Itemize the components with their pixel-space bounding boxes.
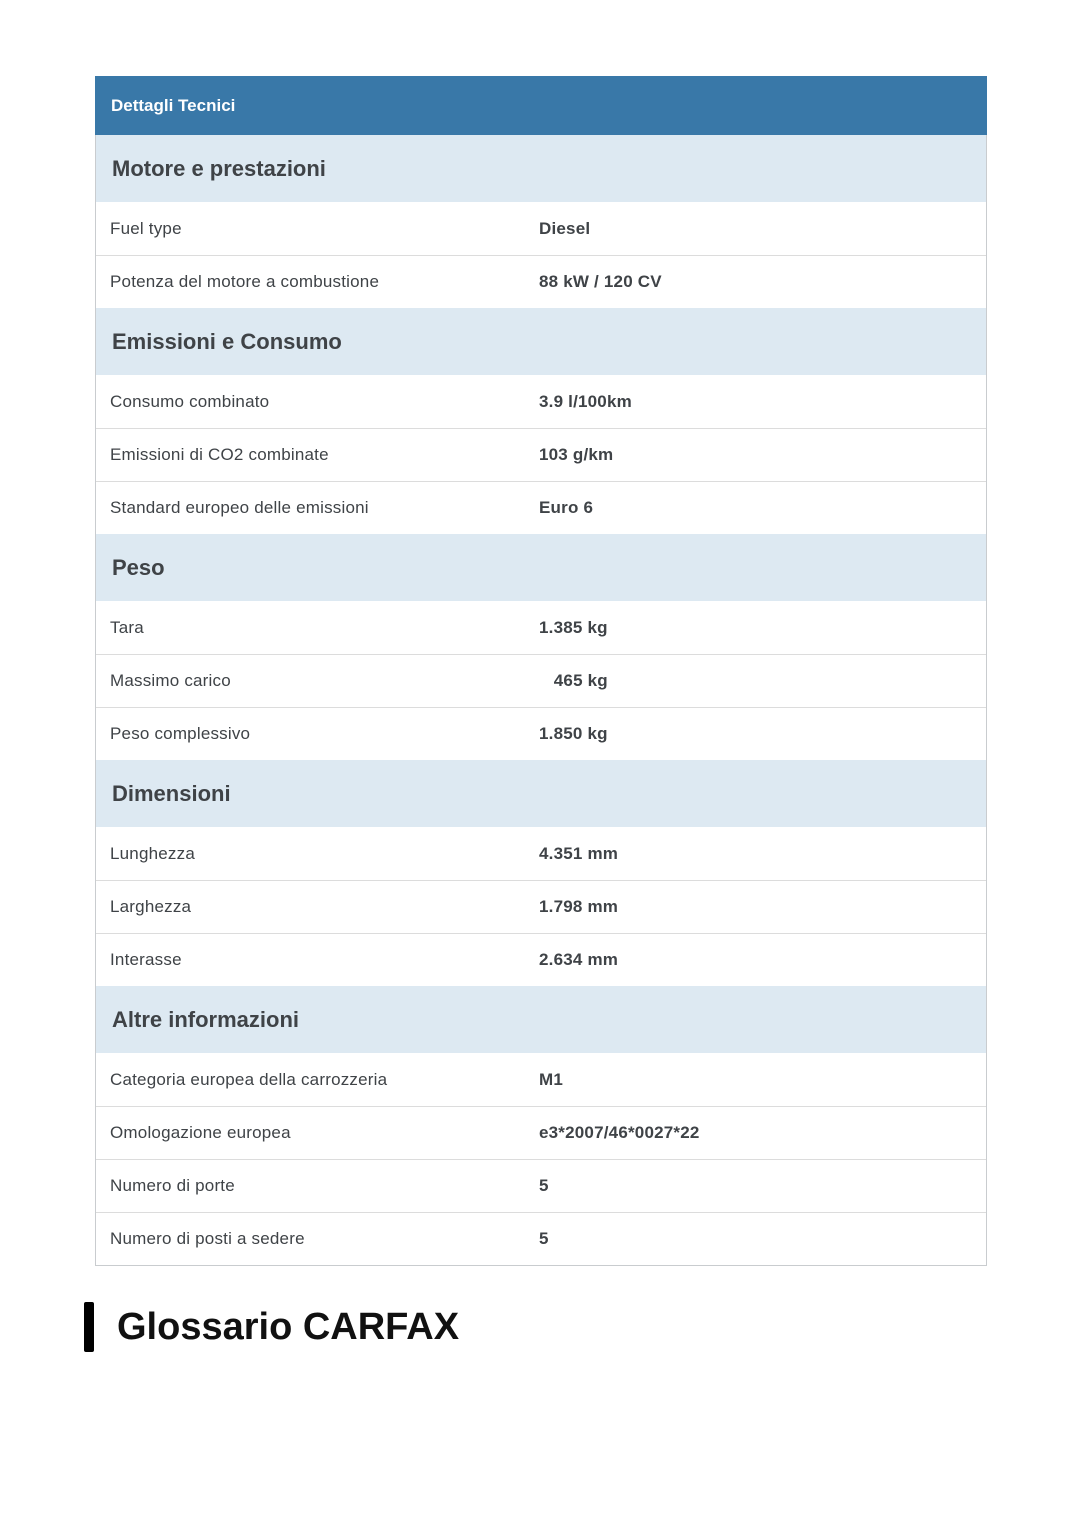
row-label: Lunghezza — [110, 843, 195, 863]
row-label: Larghezza — [110, 897, 192, 916]
row-value: 465 kg — [539, 671, 608, 690]
row-value: 1.385 kg — [539, 617, 608, 637]
section-header-other-info: Altre informazioni — [96, 986, 986, 1053]
table-row — [96, 654, 986, 707]
row-value: Diesel — [539, 218, 591, 238]
table-row — [96, 933, 986, 986]
row-value: 1.798 mm — [539, 897, 619, 916]
table-row — [96, 880, 986, 933]
row-value: M1 — [539, 1069, 564, 1089]
heading-accent-bar — [84, 1302, 94, 1352]
table-row — [96, 1053, 986, 1106]
row-value: 2.634 mm — [539, 950, 619, 969]
table-row — [96, 481, 986, 534]
table-header: Dettagli Tecnici — [95, 76, 987, 135]
row-value: 5 — [539, 1176, 549, 1195]
row-label: Fuel type — [110, 218, 182, 238]
row-value: 3.9 l/100km — [539, 391, 632, 411]
row-label: Numero di posti a sedere — [110, 1229, 305, 1248]
row-value: 103 g/km — [539, 445, 614, 464]
row-label: Peso complessivo — [110, 724, 251, 743]
row-value: 1.850 kg — [539, 724, 608, 743]
table-row — [96, 827, 986, 880]
row-label: Omologazione europea — [110, 1123, 291, 1142]
table-row — [96, 1106, 986, 1159]
section-header-engine: Motore e prestazioni — [96, 135, 986, 202]
glossary-title: Glossario CARFAX — [117, 1305, 460, 1348]
table-row — [96, 428, 986, 481]
section-header-emissions: Emissioni e Consumo — [96, 308, 986, 375]
row-value: 5 — [539, 1229, 549, 1248]
row-label: Massimo carico — [110, 671, 231, 690]
table-row — [96, 375, 986, 428]
table-row — [96, 1159, 986, 1212]
row-label: Emissioni di CO2 combinate — [110, 445, 329, 464]
row-label: Tara — [110, 617, 144, 637]
row-value: e3*2007/46*0027*22 — [539, 1123, 700, 1142]
row-label: Consumo combinato — [110, 391, 270, 411]
section-header-weight: Peso — [96, 534, 986, 601]
glossary-heading — [84, 1302, 459, 1352]
technical-details-table — [95, 76, 987, 1266]
table-row — [96, 255, 986, 308]
row-label: Numero di porte — [110, 1176, 235, 1195]
table-row — [96, 1212, 986, 1265]
row-label: Interasse — [110, 950, 182, 969]
row-label: Potenza del motore a combustione — [110, 272, 380, 291]
row-value: Euro 6 — [539, 498, 594, 517]
row-value: 4.351 mm — [539, 843, 619, 863]
table-row — [96, 707, 986, 760]
row-label: Standard europeo delle emissioni — [110, 498, 369, 517]
row-label: Categoria europea della carrozzeria — [110, 1069, 388, 1089]
row-value: 88 kW / 120 CV — [539, 272, 662, 291]
table-row — [96, 202, 986, 255]
section-header-dimensions: Dimensioni — [96, 760, 986, 827]
table-row — [96, 601, 986, 654]
